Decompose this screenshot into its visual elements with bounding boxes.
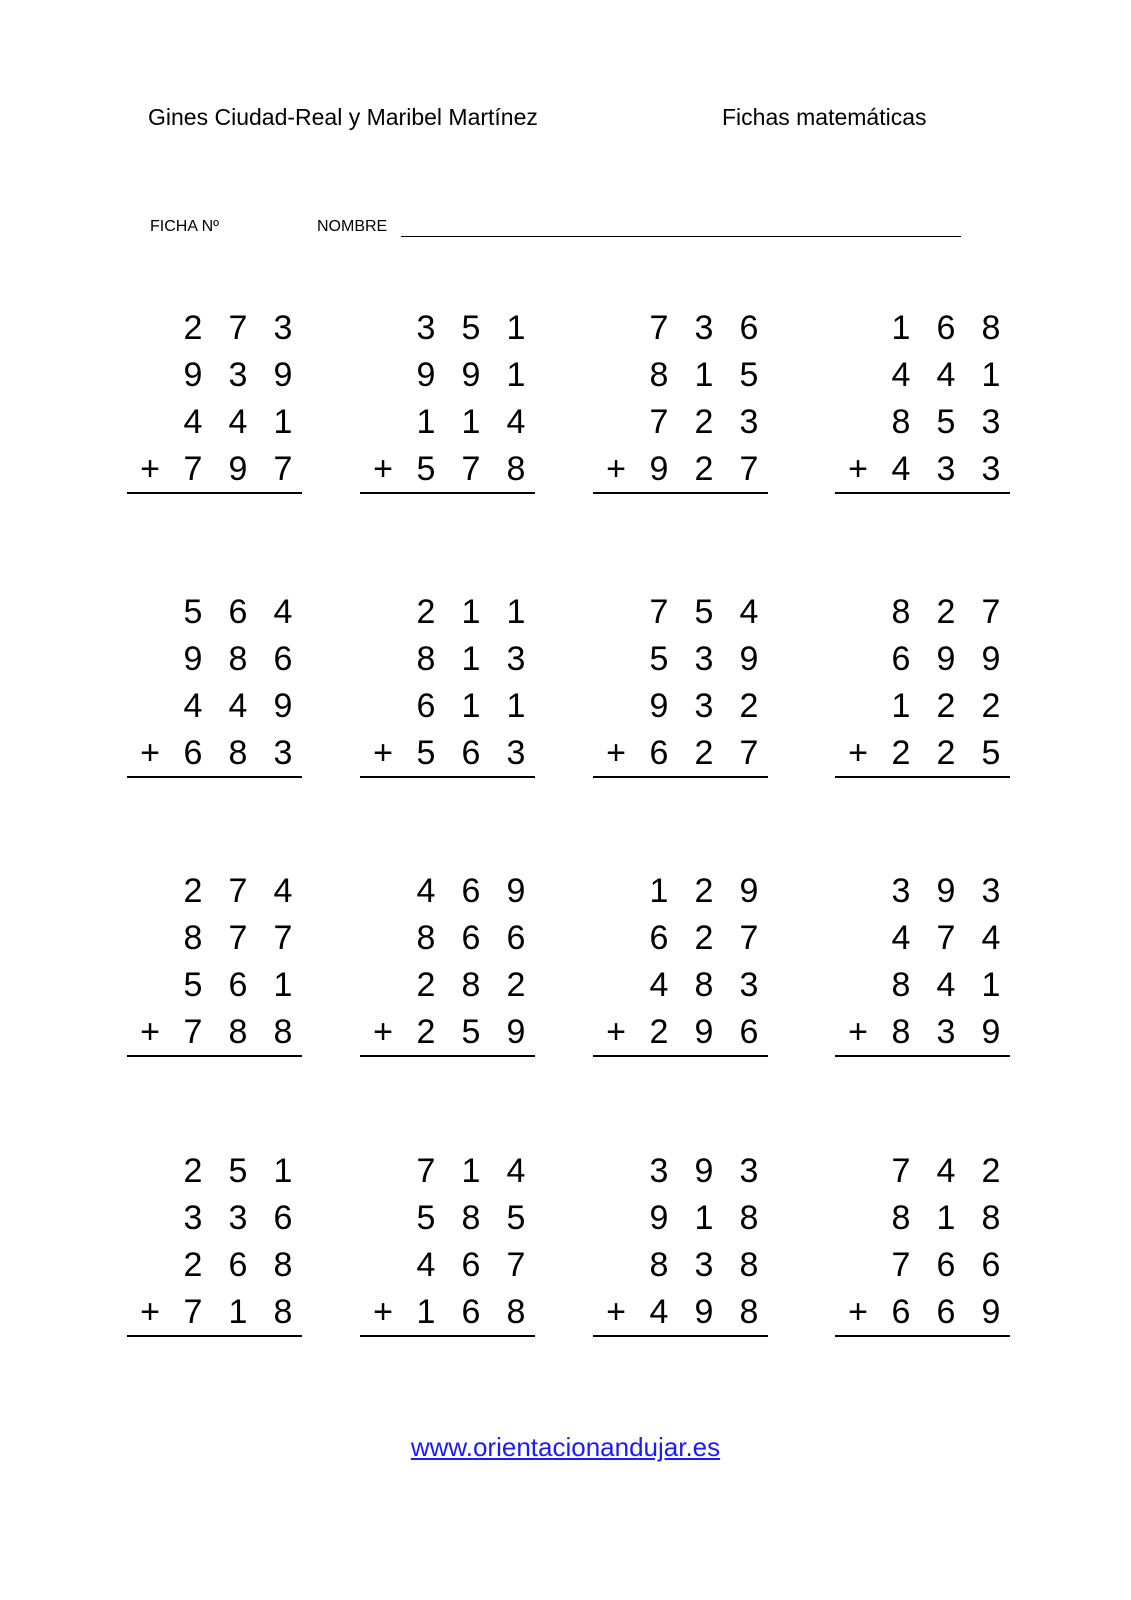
addend-digit: 6: [273, 640, 293, 678]
addend-digit: 5: [461, 309, 481, 347]
addend-digit: 6: [228, 593, 248, 631]
addend-digit: 9: [506, 1013, 526, 1051]
addend-digit: 8: [649, 1246, 669, 1284]
addend-digit: 8: [981, 309, 1001, 347]
addend-digit: 8: [649, 356, 669, 394]
addend-digit: 2: [183, 1152, 203, 1190]
addend-digit: 3: [273, 734, 293, 772]
addend-digit: 7: [739, 734, 759, 772]
addend-digit: 7: [183, 1293, 203, 1331]
addition-problem: [127, 1151, 302, 1347]
addend-digit: 8: [506, 1293, 526, 1331]
addend-digit: 7: [416, 1152, 436, 1190]
addend-digit: 7: [981, 593, 1001, 631]
addend-digit: 9: [936, 640, 956, 678]
addend-digit: 9: [694, 1013, 714, 1051]
sum-rule-line: [127, 1335, 302, 1337]
addend-digit: 6: [506, 919, 526, 957]
addend-digit: 6: [416, 687, 436, 725]
plus-sign: +: [140, 1013, 160, 1051]
name-label: NOMBRE: [317, 218, 388, 235]
addend-digit: 5: [416, 1199, 436, 1237]
addend-digit: 8: [183, 919, 203, 957]
addition-problem: [835, 1151, 1010, 1347]
addend-digit: 3: [694, 687, 714, 725]
addend-digit: 7: [228, 309, 248, 347]
website-link[interactable]: www.orientacionandujar.es: [410, 1432, 721, 1462]
addend-digit: 9: [981, 640, 1001, 678]
addend-digit: 7: [936, 919, 956, 957]
addend-digit: 1: [416, 403, 436, 441]
addend-digit: 6: [461, 1246, 481, 1284]
addition-problem: [593, 308, 768, 504]
addend-digit: 9: [506, 872, 526, 910]
addend-digit: 4: [183, 403, 203, 441]
addend-digit: 3: [506, 734, 526, 772]
sum-rule-line: [835, 1335, 1010, 1337]
addend-digit: 3: [228, 356, 248, 394]
addend-digit: 9: [739, 640, 759, 678]
addend-digit: 8: [891, 593, 911, 631]
addend-digit: 6: [649, 734, 669, 772]
addition-problem: [360, 592, 535, 788]
plus-sign: +: [848, 1013, 868, 1051]
plus-sign: +: [606, 1293, 626, 1331]
addend-digit: 1: [981, 966, 1001, 1004]
addend-digit: 1: [273, 966, 293, 1004]
sum-rule-line: [835, 1055, 1010, 1057]
addend-digit: 5: [649, 640, 669, 678]
addend-digit: 1: [506, 687, 526, 725]
addend-digit: 8: [416, 640, 436, 678]
addend-digit: 6: [461, 1293, 481, 1331]
addend-digit: 1: [891, 687, 911, 725]
addend-digit: 1: [694, 356, 714, 394]
addend-digit: 1: [416, 1293, 436, 1331]
addend-digit: 3: [739, 403, 759, 441]
addend-digit: 5: [936, 403, 956, 441]
addition-problem: [127, 592, 302, 788]
addend-digit: 2: [981, 1152, 1001, 1190]
addend-digit: 2: [936, 687, 956, 725]
sum-rule-line: [593, 776, 768, 778]
addend-digit: 7: [273, 450, 293, 488]
addend-digit: 8: [273, 1013, 293, 1051]
addition-problem: [593, 592, 768, 788]
plus-sign: +: [373, 1293, 393, 1331]
addend-digit: 4: [273, 593, 293, 631]
worksheet-subtitle: Fichas matemáticas: [722, 104, 927, 130]
addend-digit: 4: [891, 356, 911, 394]
addend-digit: 4: [183, 687, 203, 725]
addend-digit: 6: [461, 919, 481, 957]
addend-digit: 2: [183, 1246, 203, 1284]
plus-sign: +: [373, 1013, 393, 1051]
addend-digit: 3: [694, 640, 714, 678]
addend-digit: 1: [891, 309, 911, 347]
plus-sign: +: [848, 450, 868, 488]
addend-digit: 6: [183, 734, 203, 772]
addend-digit: 3: [739, 1152, 759, 1190]
addend-digit: 8: [891, 1199, 911, 1237]
sum-rule-line: [593, 1335, 768, 1337]
addend-digit: 2: [694, 919, 714, 957]
addend-digit: 2: [183, 872, 203, 910]
sum-rule-line: [360, 776, 535, 778]
addend-digit: 8: [506, 450, 526, 488]
addend-digit: 6: [228, 966, 248, 1004]
addend-digit: 2: [694, 872, 714, 910]
addend-digit: 7: [649, 309, 669, 347]
addend-digit: 6: [981, 1246, 1001, 1284]
plus-sign: +: [606, 450, 626, 488]
addend-digit: 3: [228, 1199, 248, 1237]
addend-digit: 5: [228, 1152, 248, 1190]
addend-digit: 2: [183, 309, 203, 347]
plus-sign: +: [140, 1293, 160, 1331]
addend-digit: 7: [461, 450, 481, 488]
sum-rule-line: [593, 1055, 768, 1057]
addend-digit: 1: [273, 1152, 293, 1190]
addend-digit: 6: [739, 309, 759, 347]
sum-rule-line: [127, 776, 302, 778]
addend-digit: 8: [739, 1199, 759, 1237]
addend-digit: 9: [649, 1199, 669, 1237]
addend-digit: 3: [936, 1013, 956, 1051]
addend-digit: 4: [228, 687, 248, 725]
addend-digit: 6: [461, 734, 481, 772]
addend-digit: 3: [981, 872, 1001, 910]
addend-digit: 6: [936, 309, 956, 347]
addend-digit: 8: [416, 919, 436, 957]
addend-digit: 3: [694, 309, 714, 347]
addend-digit: 2: [739, 687, 759, 725]
addend-digit: 4: [936, 356, 956, 394]
addend-digit: 1: [461, 403, 481, 441]
addend-digit: 1: [461, 593, 481, 631]
addend-digit: 5: [981, 734, 1001, 772]
addend-digit: 7: [649, 593, 669, 631]
addend-digit: 1: [694, 1199, 714, 1237]
addend-digit: 3: [739, 966, 759, 1004]
addend-digit: 7: [649, 403, 669, 441]
addend-digit: 4: [416, 1246, 436, 1284]
addend-digit: 4: [936, 1152, 956, 1190]
addend-digit: 7: [739, 450, 759, 488]
addition-problem: [127, 308, 302, 504]
addend-digit: 9: [694, 1152, 714, 1190]
plus-sign: +: [140, 734, 160, 772]
addend-digit: 7: [183, 450, 203, 488]
addend-digit: 5: [694, 593, 714, 631]
sum-rule-line: [360, 1335, 535, 1337]
addend-digit: 8: [273, 1246, 293, 1284]
addition-problem: [360, 1151, 535, 1347]
addend-digit: 5: [416, 734, 436, 772]
addend-digit: 9: [649, 687, 669, 725]
addend-digit: 7: [739, 919, 759, 957]
addend-digit: 6: [891, 640, 911, 678]
addend-digit: 2: [649, 1013, 669, 1051]
sum-rule-line: [127, 492, 302, 494]
addend-digit: 3: [694, 1246, 714, 1284]
plus-sign: +: [373, 734, 393, 772]
addend-digit: 9: [273, 356, 293, 394]
addend-digit: 4: [506, 1152, 526, 1190]
addend-digit: 5: [183, 966, 203, 1004]
addend-digit: 7: [228, 919, 248, 957]
addend-digit: 7: [228, 872, 248, 910]
addend-digit: 1: [461, 687, 481, 725]
addend-digit: 6: [273, 1199, 293, 1237]
addend-digit: 8: [461, 1199, 481, 1237]
addend-digit: 4: [649, 1293, 669, 1331]
addition-problem: [127, 871, 302, 1067]
addend-digit: 6: [228, 1246, 248, 1284]
addend-digit: 5: [416, 450, 436, 488]
addend-digit: 9: [739, 872, 759, 910]
addend-digit: 8: [981, 1199, 1001, 1237]
addend-digit: 4: [273, 872, 293, 910]
addend-digit: 1: [506, 356, 526, 394]
plus-sign: +: [606, 734, 626, 772]
addend-digit: 4: [739, 593, 759, 631]
authors-heading: Gines Ciudad-Real y Maribel Martínez: [148, 104, 538, 130]
addend-digit: 1: [649, 872, 669, 910]
addend-digit: 7: [891, 1152, 911, 1190]
addend-digit: 6: [891, 1293, 911, 1331]
sum-rule-line: [127, 1055, 302, 1057]
addend-digit: 2: [936, 734, 956, 772]
addend-digit: 3: [506, 640, 526, 678]
addend-digit: 5: [183, 593, 203, 631]
addend-digit: 9: [183, 356, 203, 394]
addend-digit: 3: [936, 450, 956, 488]
addend-digit: 9: [649, 450, 669, 488]
addend-digit: 8: [228, 640, 248, 678]
addend-digit: 7: [506, 1246, 526, 1284]
addition-problem: [835, 592, 1010, 788]
plus-sign: +: [373, 450, 393, 488]
addend-digit: 6: [649, 919, 669, 957]
plus-sign: +: [606, 1013, 626, 1051]
plus-sign: +: [848, 734, 868, 772]
addend-digit: 8: [891, 1013, 911, 1051]
sum-rule-line: [835, 776, 1010, 778]
addition-problem: [360, 308, 535, 504]
addend-digit: 4: [228, 403, 248, 441]
addend-digit: 9: [461, 356, 481, 394]
addend-digit: 2: [936, 593, 956, 631]
addend-digit: 9: [981, 1013, 1001, 1051]
addend-digit: 9: [694, 1293, 714, 1331]
addend-digit: 3: [273, 309, 293, 347]
ficha-number-label: FICHA Nº: [150, 218, 219, 235]
addend-digit: 4: [416, 872, 436, 910]
sum-rule-line: [360, 492, 535, 494]
addend-digit: 1: [273, 403, 293, 441]
addend-digit: 2: [416, 593, 436, 631]
addend-digit: 5: [461, 1013, 481, 1051]
addend-digit: 3: [981, 403, 1001, 441]
addend-digit: 6: [739, 1013, 759, 1051]
addend-digit: 9: [416, 356, 436, 394]
addition-problem: [835, 871, 1010, 1067]
addend-digit: 6: [936, 1293, 956, 1331]
addend-digit: 7: [273, 919, 293, 957]
addend-digit: 6: [936, 1246, 956, 1284]
addition-problem: [360, 871, 535, 1067]
addend-digit: 9: [936, 872, 956, 910]
addend-digit: 1: [936, 1199, 956, 1237]
addend-digit: 8: [273, 1293, 293, 1331]
addend-digit: 9: [183, 640, 203, 678]
addend-digit: 3: [649, 1152, 669, 1190]
addend-digit: 8: [694, 966, 714, 1004]
addend-digit: 8: [891, 403, 911, 441]
addend-digit: 2: [694, 403, 714, 441]
addend-digit: 4: [936, 966, 956, 1004]
addend-digit: 1: [506, 309, 526, 347]
addend-digit: 3: [891, 872, 911, 910]
addend-digit: 4: [506, 403, 526, 441]
name-write-line: [401, 236, 961, 237]
addend-digit: 4: [649, 966, 669, 1004]
sum-rule-line: [360, 1055, 535, 1057]
plus-sign: +: [140, 450, 160, 488]
addend-digit: 2: [891, 734, 911, 772]
plus-sign: +: [848, 1293, 868, 1331]
addend-digit: 4: [981, 919, 1001, 957]
addend-digit: 3: [183, 1199, 203, 1237]
addend-digit: 2: [416, 966, 436, 1004]
addend-digit: 9: [981, 1293, 1001, 1331]
addend-digit: 2: [694, 734, 714, 772]
addition-problem: [593, 1151, 768, 1347]
addend-digit: 1: [461, 1152, 481, 1190]
addend-digit: 7: [183, 1013, 203, 1051]
addend-digit: 8: [461, 966, 481, 1004]
addend-digit: 3: [981, 450, 1001, 488]
addend-digit: 1: [506, 593, 526, 631]
addend-digit: 9: [228, 450, 248, 488]
addend-digit: 2: [694, 450, 714, 488]
addition-problem: [835, 308, 1010, 504]
addend-digit: 9: [273, 687, 293, 725]
addend-digit: 1: [981, 356, 1001, 394]
addend-digit: 3: [416, 309, 436, 347]
addend-digit: 8: [739, 1293, 759, 1331]
sum-rule-line: [593, 492, 768, 494]
addend-digit: 8: [228, 1013, 248, 1051]
addend-digit: 5: [739, 356, 759, 394]
addition-problem: [593, 871, 768, 1067]
addend-digit: 8: [739, 1246, 759, 1284]
addend-digit: 4: [891, 919, 911, 957]
addend-digit: 6: [461, 872, 481, 910]
addend-digit: 8: [891, 966, 911, 1004]
addend-digit: 2: [506, 966, 526, 1004]
addend-digit: 8: [228, 734, 248, 772]
addend-digit: 1: [228, 1293, 248, 1331]
addend-digit: 7: [891, 1246, 911, 1284]
sum-rule-line: [835, 492, 1010, 494]
addend-digit: 4: [891, 450, 911, 488]
addend-digit: 2: [981, 687, 1001, 725]
addend-digit: 1: [461, 640, 481, 678]
addend-digit: 5: [506, 1199, 526, 1237]
addend-digit: 2: [416, 1013, 436, 1051]
